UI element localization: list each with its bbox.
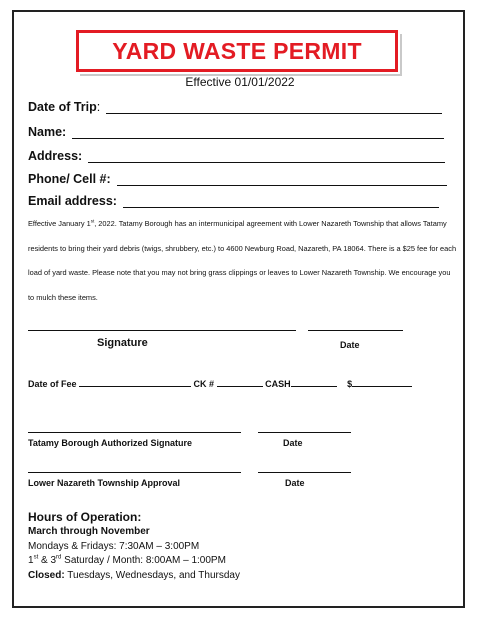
field-date-of-trip[interactable]	[28, 100, 442, 114]
field-name[interactable]	[28, 125, 444, 139]
lower-nazareth-date-line[interactable]	[258, 472, 351, 473]
field-label-colon: :	[96, 100, 101, 114]
email-line[interactable]	[123, 195, 439, 208]
field-label-address: Address:	[28, 149, 83, 163]
hours-sat-rest: Saturday / Month: 8:00AM – 1:00PM	[61, 555, 226, 566]
hours-sat-sup2: rd	[56, 554, 62, 561]
hours-season: March through November	[28, 526, 150, 537]
address-line[interactable]	[88, 150, 445, 163]
signature-date-label: Date	[340, 340, 360, 350]
info-paragraph	[28, 212, 458, 310]
field-label-date-of-trip: Date of Trip	[28, 100, 97, 114]
paragraph-body: , 2022. Tatamy Borough has an intermunicipal agreement with Lower Nazareth Township that allows Tatamy residents to bring their yard debris (twigs, shrubbery, etc.) to 4600 Newburg Road, Nazareth, PA 18064. There is a $25 fee for each load of yard waste. Please note that you may not bring grass clippings or leaves to Lower Nazareth Township. We encourage you to mulch these items.	[28, 219, 457, 302]
hours-closed	[28, 569, 240, 584]
name-line[interactable]	[72, 126, 444, 139]
effective-date: Effective 01/01/2022	[185, 75, 295, 89]
hours-closed-days: Tuesdays, Wednesdays, and Thursday	[64, 569, 240, 581]
field-phone[interactable]	[28, 172, 447, 186]
hours-weekday: Mondays & Fridays: 7:30AM – 3:00PM	[28, 540, 200, 552]
lower-nazareth-date-label: Date	[285, 478, 305, 488]
field-label-phone: Phone/ Cell #:	[28, 172, 111, 186]
fee-dollar-label: $	[347, 379, 353, 389]
field-label-name: Name:	[28, 125, 67, 139]
signature-date-line[interactable]	[308, 330, 403, 331]
title-box	[76, 30, 398, 72]
signature-label: Signature	[97, 337, 148, 349]
hours-sat-ord1: 1	[28, 555, 34, 566]
fee-date-label: Date of Fee	[28, 379, 77, 389]
fee-cash-label: CASH	[265, 379, 291, 389]
signature-line[interactable]	[28, 330, 296, 331]
hours-sat-amp: & 3	[38, 555, 57, 566]
hours-title: Hours of Operation:	[28, 510, 142, 524]
fee-ck-blank[interactable]	[217, 377, 263, 387]
hours-saturday	[28, 554, 240, 569]
lower-nazareth-approval-label: Lower Nazareth Township Approval	[28, 478, 181, 488]
hours-section	[28, 509, 240, 583]
hours-closed-label: Closed:	[28, 569, 65, 581]
paragraph-sup: st	[90, 218, 95, 224]
field-email[interactable]	[28, 194, 439, 208]
fee-date-blank[interactable]	[79, 377, 191, 387]
tatamy-signature-label: Tatamy Borough Authorized Signature	[28, 438, 193, 448]
page-title: YARD WASTE PERMIT	[112, 38, 362, 64]
fee-ck-label: CK #	[193, 379, 215, 389]
fee-cash-blank[interactable]	[291, 377, 337, 387]
field-address[interactable]	[28, 149, 445, 163]
hours-sat-sup1: st	[33, 554, 39, 561]
lower-nazareth-signature-line[interactable]	[28, 472, 241, 473]
tatamy-date-line[interactable]	[258, 432, 351, 433]
date-of-trip-line[interactable]	[106, 101, 442, 114]
fee-row	[28, 377, 412, 389]
tatamy-date-label: Date	[283, 438, 303, 448]
phone-line[interactable]	[117, 173, 447, 186]
fee-dollar-blank[interactable]	[352, 377, 412, 387]
field-label-email: Email address:	[28, 194, 117, 208]
tatamy-signature-line[interactable]	[28, 432, 241, 433]
paragraph-start: Effective January 1	[28, 219, 91, 228]
